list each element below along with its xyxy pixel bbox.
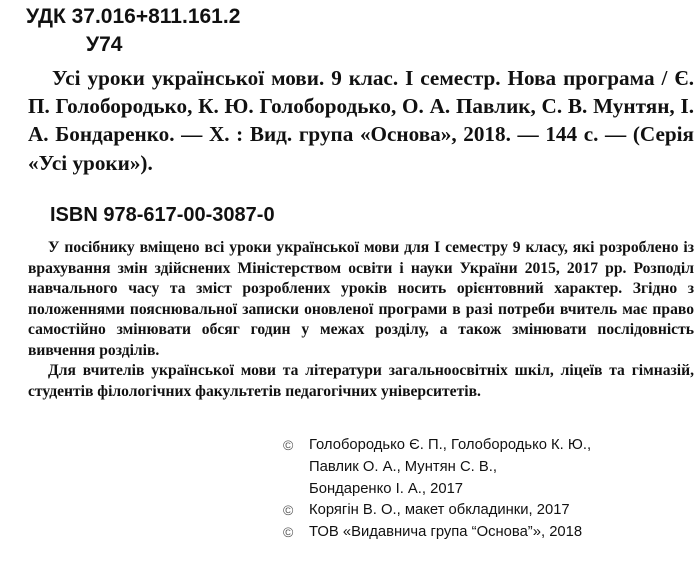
udk-code: УДК 37.016+811.161.2: [26, 5, 241, 28]
copyright-entry: [283, 435, 695, 500]
copyright-line: Бондаренко І. А., 2017: [309, 480, 464, 497]
copyright-icon: ©: [283, 524, 294, 541]
abstract-paragraph: Для вчителів української мови та літератури загальноосвітніх шкіл, ліцеїв та гімназій, студентів філологічних факультетів педагогічних університетів.: [28, 362, 694, 400]
abstract: [28, 238, 694, 402]
bibliographic-citation: Усі уроки української мови. 9 клас. І семестр. Нова програма / Є. П. Голобородько, К. Ю. Голобородько, О. А. Павлик, С. В. Мунтян, І. А. Бондаренко. — Х. : Вид. група «Основа», 2018. — 144 с. — (Серія «Усі уроки»).: [28, 66, 694, 175]
copyright-line: Корягін В. О., макет обкладинки, 2017: [309, 502, 570, 519]
copyright-icon: ©: [283, 502, 294, 519]
copyright-block: [283, 435, 695, 544]
copyright-icon: ©: [283, 437, 294, 453]
isbn: ISBN 978-617-00-3087-0: [50, 204, 275, 226]
abstract-paragraph: У посібнику вміщено всі уроки української мови для І семестру 9 класу, які розроблено із врахування змін здійснених Міністерством освіти і науки України 2015, 2017 рр. Розподіл навчального часу та зміст розроблених уроків носить орієнтовний характер. Згідно з положеннями пояснювальної записки оновленої програми в разі потреби вчитель має право самостійно змінювати обсяг годин у межах розділу, а також змінювати послідовність вивчення розділів.: [28, 239, 694, 359]
copyright-entry: [283, 500, 695, 522]
copyright-line: Голобородько Є. П., Голобородько К. Ю.,: [309, 437, 592, 453]
copyright-line: Павлик О. А., Мунтян С. В.,: [309, 458, 497, 475]
copyright-entry: [283, 522, 695, 544]
author-sign: У74: [86, 33, 123, 56]
copyright-line: ТОВ «Видавнича група “Основа”», 2018: [309, 524, 583, 541]
